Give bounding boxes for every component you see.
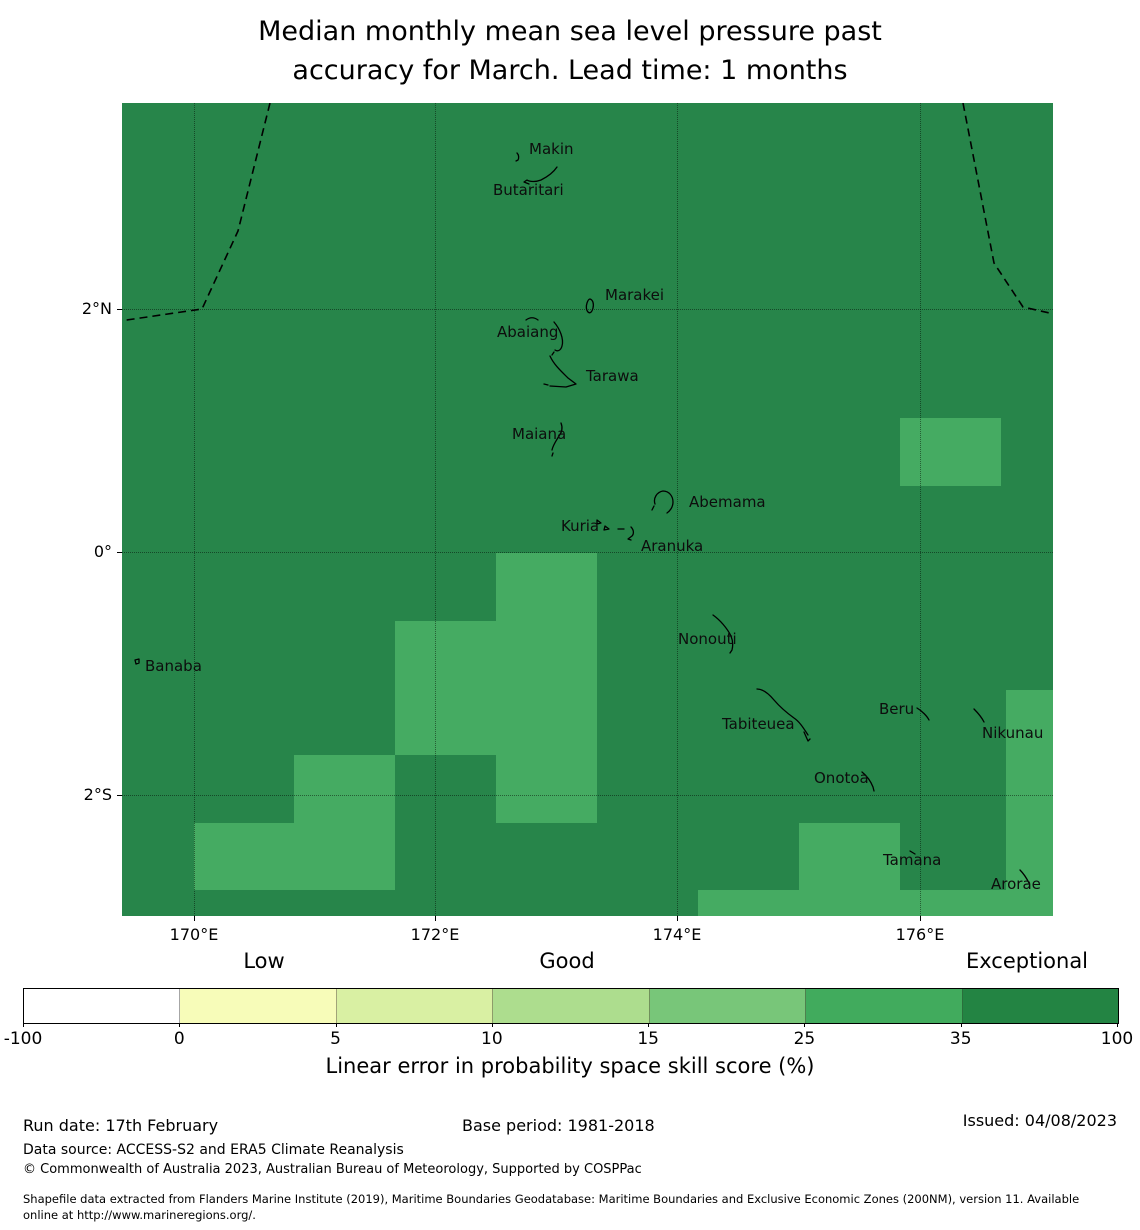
y-axis-tick-label: 2°S: [83, 785, 112, 804]
colorbar-tick-mark: [23, 1023, 24, 1027]
colorbar-tick-mark: [179, 1023, 180, 1027]
colorbar-tick-label: 10: [481, 1029, 503, 1049]
colorbar-tick-label: -100: [3, 1029, 43, 1049]
island-outline-abemama: [652, 491, 673, 513]
colorbar-segment: [24, 989, 180, 1023]
x-axis-tick-mark: [435, 916, 436, 921]
page-title: [0, 12, 1140, 90]
issued-date-text: Issued: 04/08/2023: [962, 1111, 1117, 1130]
island-label-kuria: Kuria: [561, 517, 600, 535]
eez-boundary-line: [963, 103, 1053, 314]
island-label-arorae: Arorae: [991, 875, 1041, 893]
y-axis-tick-mark: [117, 552, 122, 553]
colorbar-segment: [806, 989, 962, 1023]
colorbar-tick-label: 100: [1100, 1029, 1134, 1049]
y-axis-tick-label: 2°N: [81, 299, 112, 318]
colorbar-tick-mark: [1117, 1023, 1118, 1027]
scale-word-low: Low: [243, 949, 285, 973]
island-label-butaritari: Butaritari: [493, 181, 564, 199]
title-line-1: Median monthly mean sea level pressure past: [258, 16, 882, 47]
y-axis-tick-mark: [117, 795, 122, 796]
island-label-makin: Makin: [529, 140, 574, 158]
x-axis-tick-label: 174°E: [652, 925, 702, 944]
colorbar-segment: [180, 989, 336, 1023]
island-outline-tarawa: [544, 356, 576, 387]
colorbar-tick-label: 25: [793, 1029, 816, 1049]
colorbar-tick-mark: [961, 1023, 962, 1027]
colorbar: [23, 988, 1119, 1024]
title-line-2: accuracy for March. Lead time: 1 months: [292, 55, 848, 86]
base-period-text: Base period: 1981-2018: [462, 1116, 655, 1135]
colorbar-tick-mark: [648, 1023, 649, 1027]
colorbar-segment: [650, 989, 806, 1023]
run-date-text: Run date: 17th February: [23, 1116, 219, 1135]
copyright-text: © Commonwealth of Australia 2023, Australian Bureau of Meteorology, Supported by COSPPac: [23, 1162, 642, 1177]
colorbar-tick-label: 0: [173, 1029, 185, 1049]
island-label-marakei: Marakei: [605, 286, 665, 304]
island-outline-aranuka: [618, 527, 633, 540]
island-label-onotoa: Onotoa: [814, 769, 869, 787]
colorbar-tick-label: 5: [330, 1029, 341, 1049]
colorbar-segment: [337, 989, 493, 1023]
island-label-nonouti: Nonouti: [678, 630, 737, 648]
island-and-boundary-layer: [122, 103, 1053, 916]
colorbar-tick-mark: [492, 1023, 493, 1027]
x-axis-tick-mark: [920, 916, 921, 921]
colorbar-title: Linear error in probability space skill score (%): [325, 1054, 815, 1078]
x-axis-tick-mark: [677, 916, 678, 921]
island-outline-beru: [917, 708, 929, 720]
colorbar-segment: [493, 989, 649, 1023]
x-axis-tick-label: 176°E: [895, 925, 945, 944]
island-outline-nikunau: [974, 709, 984, 722]
island-label-aranuka: Aranuka: [641, 537, 704, 555]
data-source-text: Data source: ACCESS-S2 and ERA5 Climate Reanalysis: [23, 1142, 404, 1158]
island-label-abemama: Abemama: [689, 493, 766, 511]
colorbar-segment: [963, 989, 1118, 1023]
eez-boundary-line: [122, 103, 270, 321]
island-outline-banaba: [135, 659, 139, 664]
colorbar-tick-mark: [336, 1023, 337, 1027]
island-label-tamana: Tamana: [883, 851, 942, 869]
shapefile-attribution-line-2: online at http://www.marineregions.org/.: [23, 1208, 256, 1222]
island-outline-marakei: [586, 299, 593, 313]
colorbar-tick-label: 35: [949, 1029, 972, 1049]
y-axis-tick-label: 0°: [93, 542, 112, 561]
island-label-abaiang: Abaiang: [497, 323, 559, 341]
scale-word-good: Good: [539, 949, 595, 973]
x-axis-tick-label: 172°E: [410, 925, 460, 944]
shapefile-attribution-line-1: Shapefile data extracted from Flanders Marine Institute (2019), Maritime Boundaries Geodatabase: Maritime Boundaries and Exclusive Economic Zones (200NM), version 11. Available: [23, 1192, 1080, 1206]
island-label-tabiteuea: Tabiteuea: [722, 715, 795, 733]
x-axis-tick-mark: [194, 916, 195, 921]
island-label-beru: Beru: [879, 700, 915, 718]
island-label-nikunau: Nikunau: [982, 724, 1044, 742]
island-label-banaba: Banaba: [145, 657, 202, 675]
y-axis-tick-mark: [117, 309, 122, 310]
island-outline-makin: [516, 153, 519, 161]
island-label-tarawa: Tarawa: [586, 367, 639, 385]
colorbar-tick-label: 15: [637, 1029, 659, 1049]
colorbar-tick-mark: [804, 1023, 805, 1027]
island-label-maiana: Maiana: [512, 425, 567, 443]
skill-score-map: [122, 103, 1053, 916]
scale-word-exceptional: Exceptional: [965, 949, 1089, 973]
x-axis-tick-label: 170°E: [169, 925, 219, 944]
